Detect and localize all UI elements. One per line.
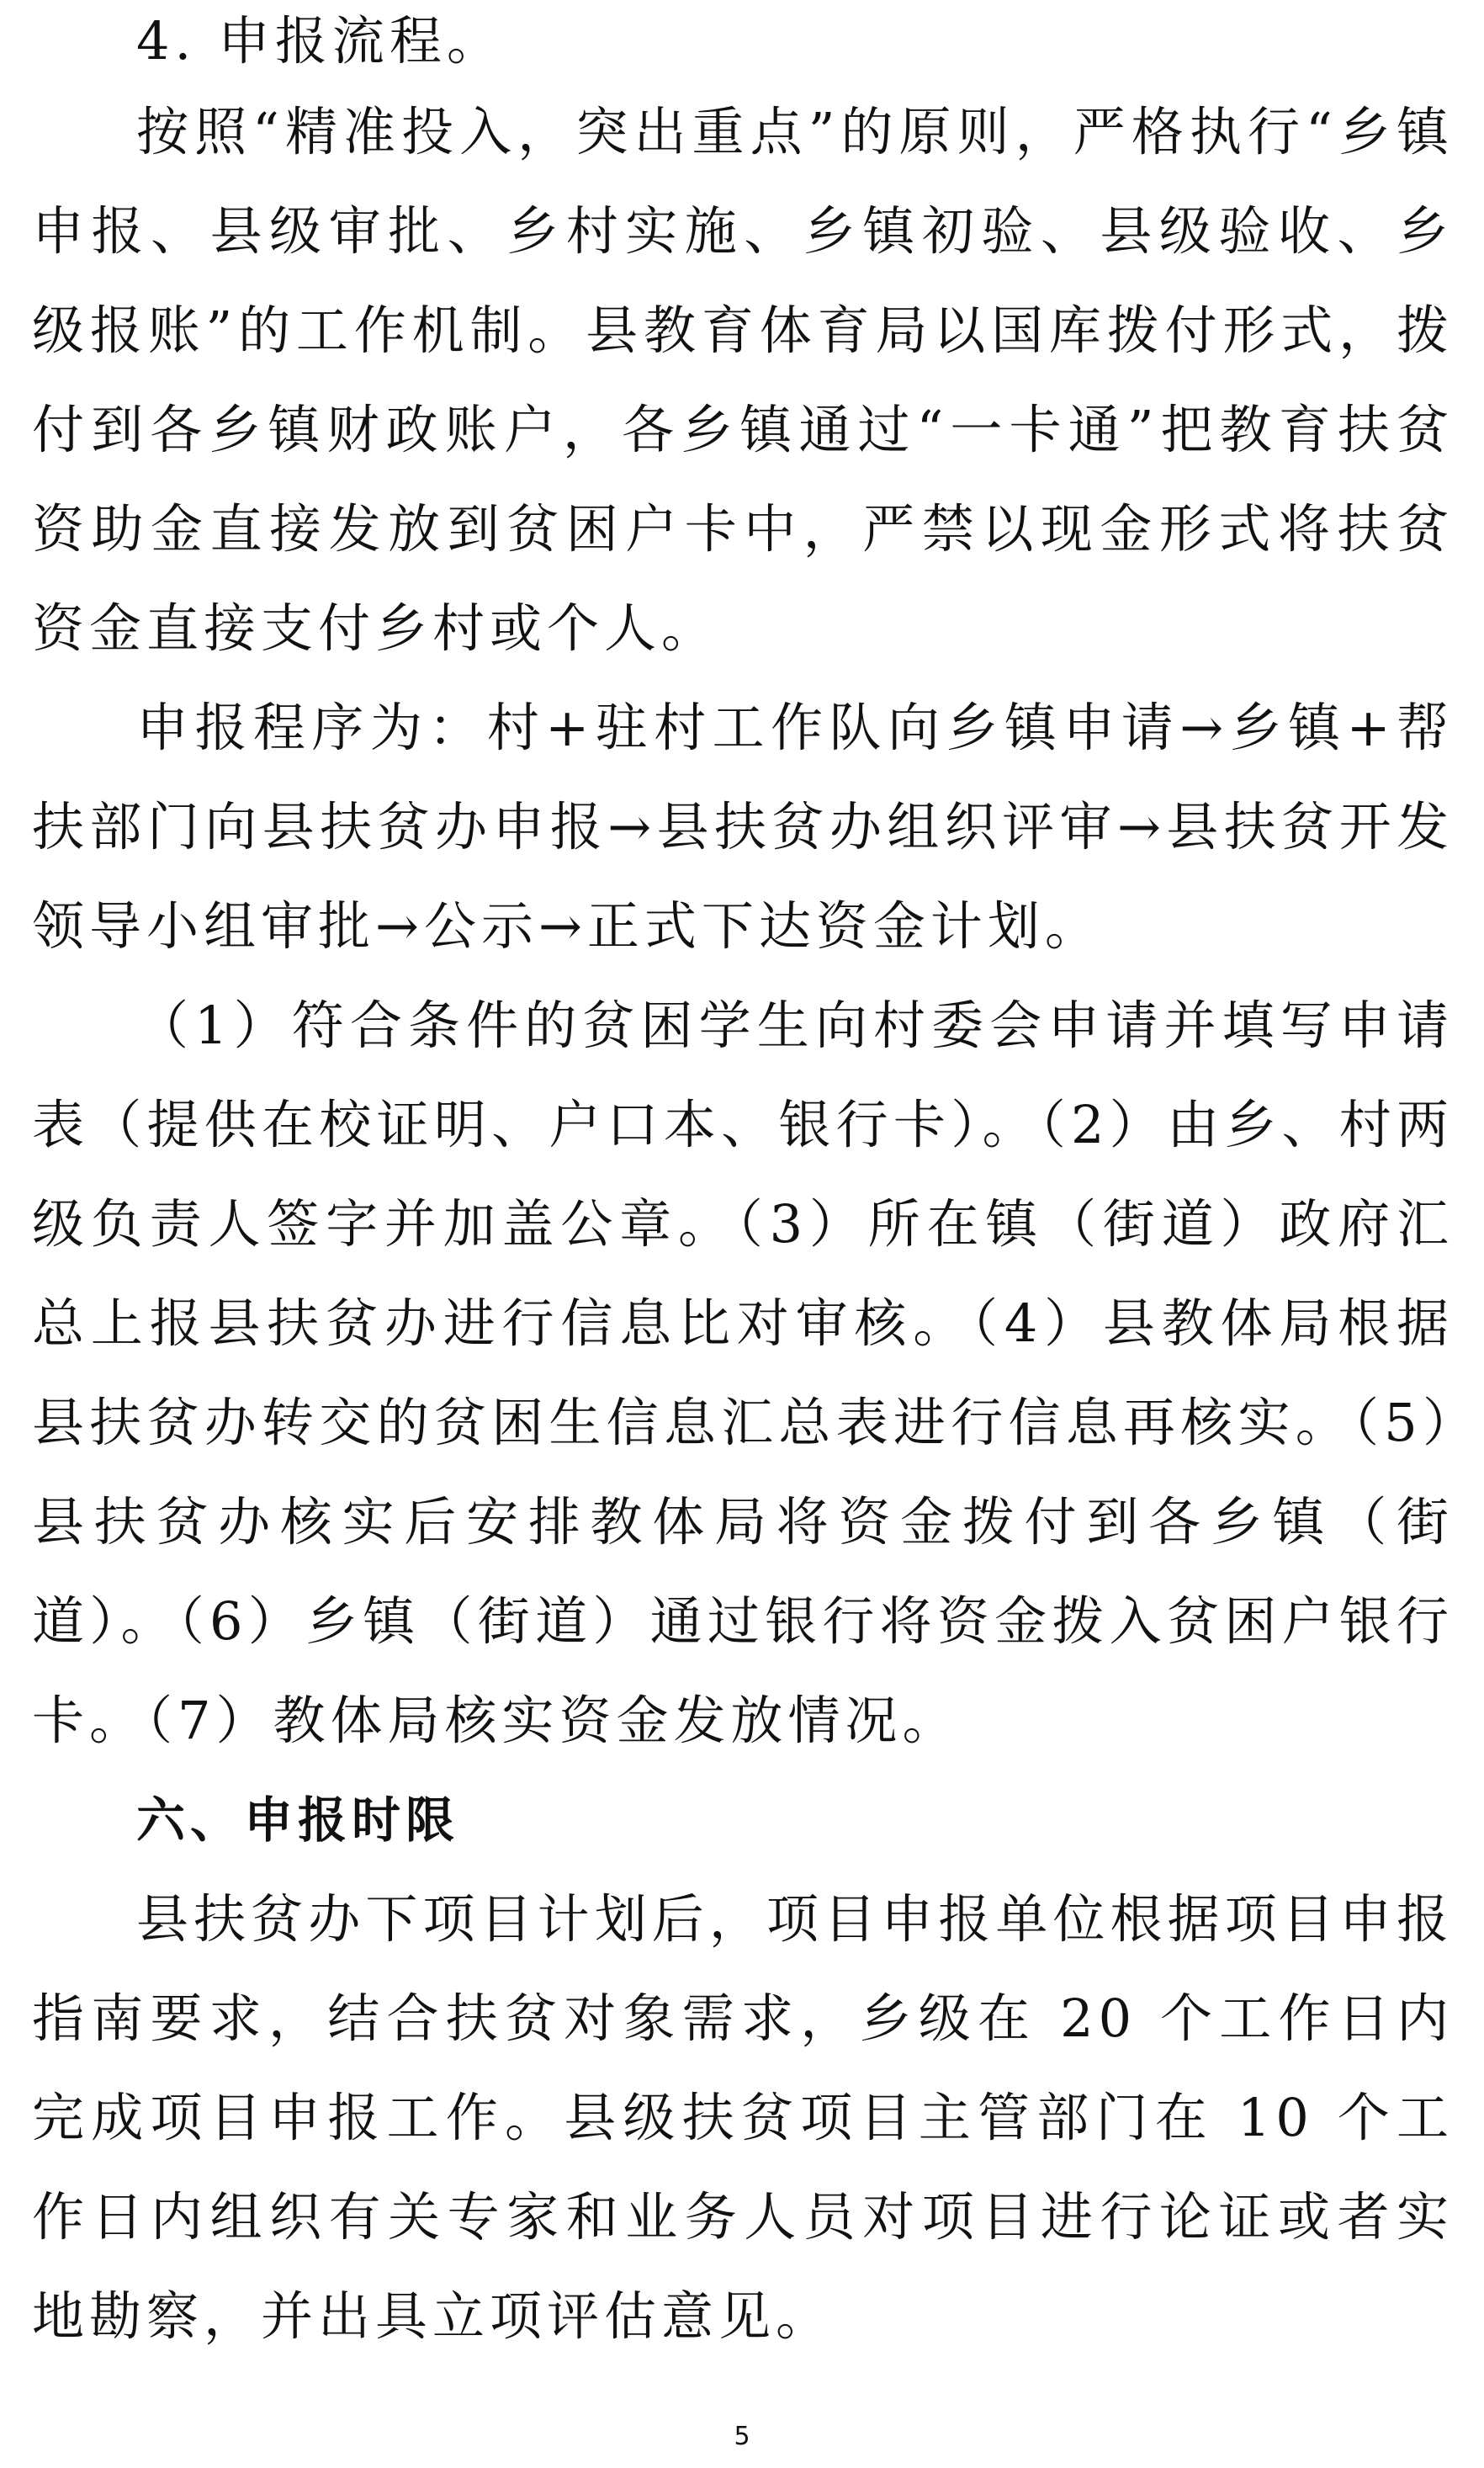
paragraph-time-limit: 县扶贫办下项目计划后，项目申报单位根据项目申报指南要求，结合扶贫对象需求，乡级在 20 个工作日内完成项目申报工作。县级扶贫项目主管部门在 10 个工作日内组织有关专家和业务人员对项目进行论证或者实地勘察，并出具立项评估意见。 <box>32 1888 1454 2347</box>
document-body <box>32 0 1454 2366</box>
page-number: 5 <box>734 2422 750 2451</box>
subsection-title: 4. 申报流程。 <box>136 10 504 72</box>
paragraph-workflow: 按照“精准投入，突出重点”的原则，严格执行“乡镇申报、县级审批、乡村实施、乡镇初验、县级验收、乡级报账”的工作机制。县教育体育局以国库拨付形式，拨付到各乡镇财政账户，各乡镇通过“一卡通”把教育扶贫资助金直接发放到贫困户卡中，严禁以现金形式将扶贫资金直接支付乡村或个人。 <box>32 101 1454 659</box>
paragraph-steps: （1）符合条件的贫困学生向村委会申请并填写申请表（提供在校证明、户口本、银行卡）。（2）由乡、村两级负责人签字并加盖公章。（3）所在镇（街道）政府汇总上报县扶贫办进行信息比对审核。（4）县教体局根据县扶贫办转交的贫困生信息汇总表进行信息再核实。（5）县扶贫办核实后安排教体局将资金拨付到各乡镇（街道）。（6）乡镇（街道）通过银行将资金拨入贫困户银行卡。（7）教体局核实资金发放情况。 <box>32 995 1454 1751</box>
section-heading: 六、申报时限 <box>136 1791 460 1849</box>
paragraph-procedure: 申报程序为：村+驻村工作队向乡镇申请→乡镇+帮扶部门向县扶贫办申报→县扶贫办组织评审→县扶贫开发领导小组审批→公示→正式下达资金计划。 <box>32 697 1454 957</box>
